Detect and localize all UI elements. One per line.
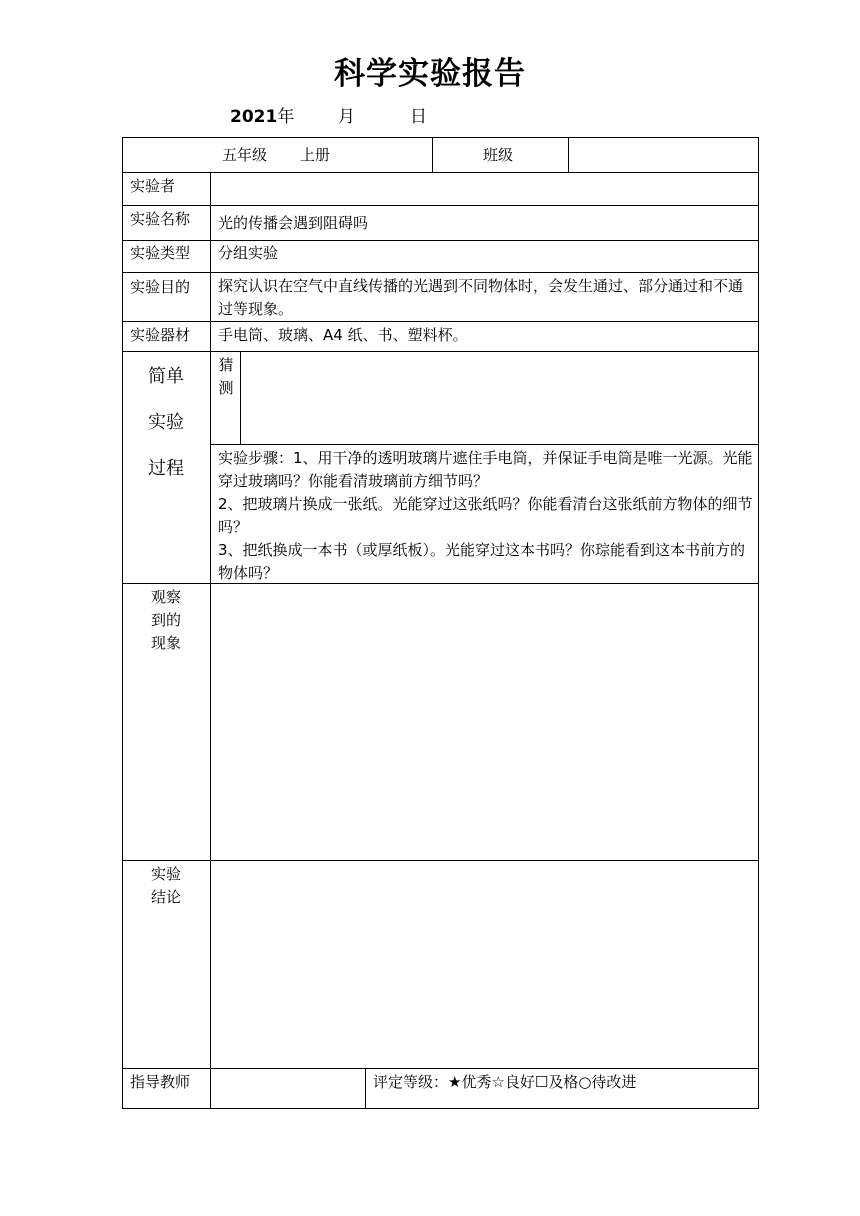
date-month: 月 bbox=[338, 107, 355, 127]
grade-text: 五年级 bbox=[222, 146, 268, 164]
steps-step-3: 3、把纸换成一本书（或厚纸板）。光能穿过这本书吗？你琮能看到这本书前方的物体吗？ bbox=[218, 541, 746, 582]
process-label: 简单 实验 过程 bbox=[148, 366, 184, 479]
volume-text: 上册 bbox=[300, 146, 331, 164]
purpose-value: 探究认识在空气中直线传播的光遇到不同物体时，会发生通过、部分通过和不通过等现象。 bbox=[218, 277, 744, 318]
rating-text: 评定等级：★优秀☆良好☐及格○待改进 bbox=[373, 1073, 637, 1091]
experiment-type-label: 实验类型 bbox=[130, 244, 191, 262]
purpose-label: 实验目的 bbox=[130, 278, 191, 296]
date-year: 2021年 bbox=[230, 107, 295, 127]
teacher-label: 指导教师 bbox=[130, 1073, 191, 1091]
date-day: 日 bbox=[410, 107, 427, 127]
experiment-name-label: 实验名称 bbox=[130, 210, 191, 228]
page-title: 科学实验报告 bbox=[334, 56, 526, 92]
equipment-value: 手电筒、玻璃、A4 纸、书、塑料杯。 bbox=[218, 326, 468, 344]
observation-label: 观察 到的 现象 bbox=[150, 588, 181, 652]
experiment-type-value: 分组实验 bbox=[218, 244, 279, 262]
class-label: 班级 bbox=[483, 146, 514, 164]
experiment-name-value: 光的传播会遇到阻碍吗 bbox=[218, 214, 369, 232]
conclusion-label: 实验 结论 bbox=[150, 865, 181, 906]
steps-step-1: 实验步骤：1、用干净的透明玻璃片遮住手电筒，并保证手电筒是唯一光源。光能穿过玻璃吗？你能看清玻璃前方细节吗？ bbox=[218, 449, 753, 490]
equipment-label: 实验器材 bbox=[130, 326, 191, 344]
guess-label: 猜 测 bbox=[218, 356, 234, 397]
experimenter-label: 实验者 bbox=[130, 177, 176, 195]
steps-step-2: 2、把玻璃片换成一张纸。光能穿过这张纸吗？你能看清台这张纸前方物体的细节吗？ bbox=[218, 495, 753, 536]
